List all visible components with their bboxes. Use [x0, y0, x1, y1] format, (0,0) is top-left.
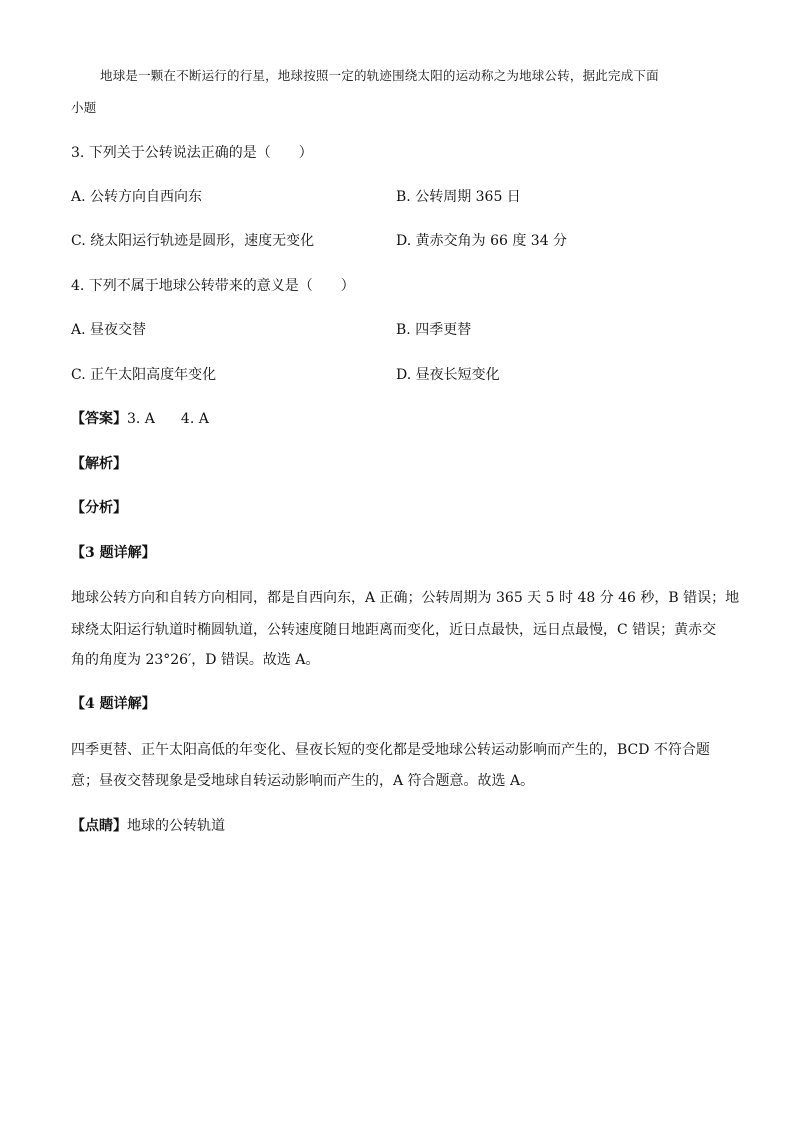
question-3-stem: 3. 下列关于公转说法正确的是（ ）	[71, 145, 313, 161]
dianjing-text: 地球的公转轨道	[127, 818, 225, 834]
question-4-stem: 4. 下列不属于地球公转带来的意义是（ ）	[71, 278, 355, 294]
answer-label: 【答案】	[71, 411, 127, 427]
detail-4-label: 【4 题详解】	[71, 696, 156, 712]
question-4-option-c: C. 正午太阳高度年变化	[71, 367, 217, 383]
dianjing-label: 【点睛】	[71, 818, 127, 834]
question-3-option-b: B. 公转周期 365 日	[396, 189, 521, 205]
fenxi-label: 【分析】	[71, 500, 127, 516]
question-4-option-a: A. 昼夜交替	[71, 322, 147, 338]
answer-4: 4. A	[180, 411, 209, 427]
question-4-option-d: D. 昼夜长短变化	[396, 367, 500, 383]
question-4-option-b: B. 四季更替	[396, 322, 472, 338]
answer-3: 3. A	[127, 411, 155, 427]
question-3-option-c: C. 绕太阳运行轨迹是圆形，速度无变化	[71, 233, 315, 249]
question-3-option-d: D. 黄赤交角为 66 度 34 分	[396, 233, 568, 249]
detail-3-label: 【3 题详解】	[71, 545, 156, 561]
question-3-option-a: A. 公转方向自西向东	[71, 189, 203, 205]
detail-3-line-1: 地球公转方向和自转方向相同，都是自西向东，A 正确；公转周期为 365 天 5 时 48 分 46 秒，B 错误；地	[71, 590, 740, 606]
intro-line-1: 地球是一颗在不断运行的行星，地球按照一定的轨迹围绕太阳的运动称之为地球公转，据此完成下面	[100, 68, 659, 83]
detail-3-line-2: 球绕太阳运行轨道时椭圆轨道，公转速度随日地距离而变化，近日点最快，远日点最慢，C 错误；黄赤交	[71, 622, 717, 638]
intro-line-2: 小题	[71, 100, 97, 115]
detail-4-line-1: 四季更替、正午太阳高低的年变化、昼夜长短的变化都是受地球公转运动影响而产生的，BCD 不符合题	[71, 742, 710, 758]
answer-line	[71, 409, 209, 429]
analysis-label: 【解析】	[71, 456, 127, 472]
detail-3-line-3: 角的角度为 23°26′，D 错误。故选 A。	[71, 652, 320, 668]
detail-4-line-2: 意；昼夜交替现象是受地球自转运动影响而产生的，A 符合题意。故选 A。	[71, 773, 535, 789]
dianjing-line	[71, 816, 225, 836]
